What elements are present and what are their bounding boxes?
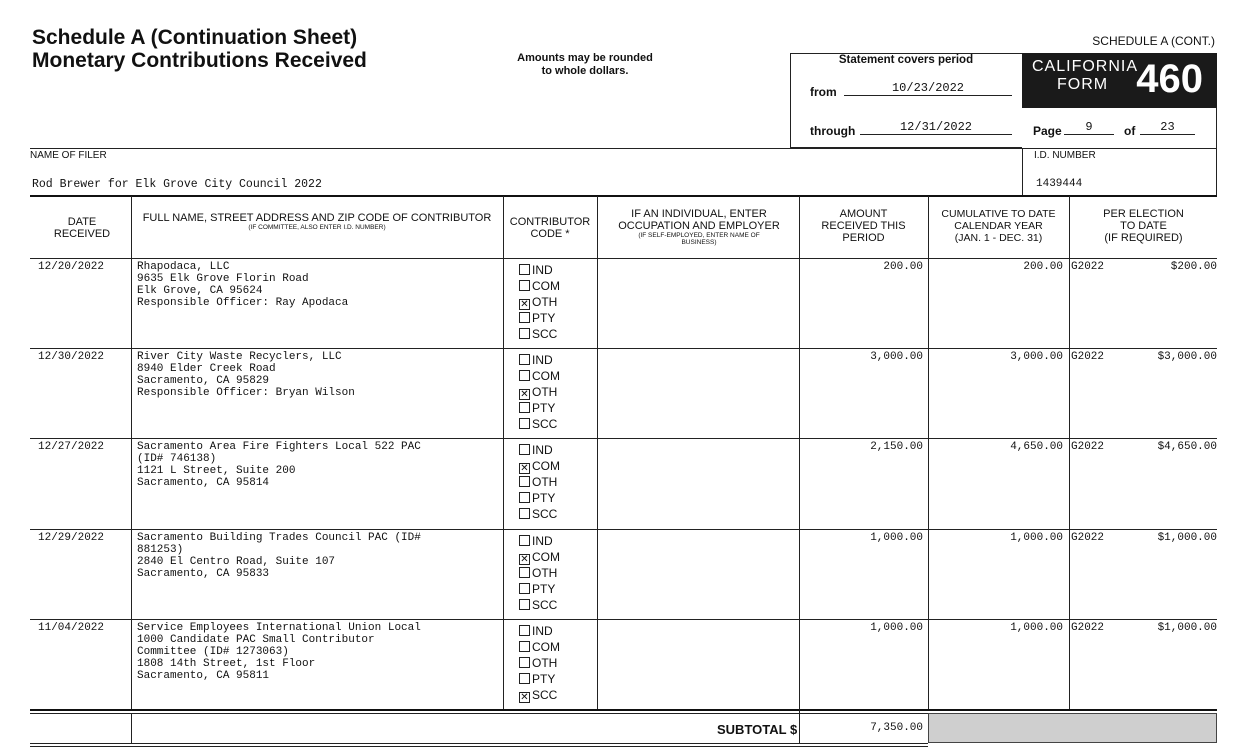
contributor-code-option[interactable] <box>519 310 560 326</box>
checkbox-icon[interactable] <box>519 535 530 546</box>
contributor-code-option[interactable] <box>519 490 560 506</box>
checkbox-icon[interactable] <box>519 264 530 275</box>
contributor-code-option[interactable] <box>519 458 560 474</box>
checkbox-icon[interactable] <box>519 508 530 519</box>
contributor-code-label: COM <box>532 640 560 654</box>
row-contributor-name-address: River City Waste Recyclers, LLC 8940 Elder Creek Road Sacramento, CA 95829 Responsible Officer: Bryan Wilson <box>137 351 355 399</box>
col-date-line1: DATE <box>67 216 97 228</box>
contributor-code-label: IND <box>532 624 553 638</box>
contributor-code-option[interactable] <box>519 368 560 384</box>
contributor-code-label: SCC <box>532 417 558 431</box>
contributor-code-label: SCC <box>532 327 558 341</box>
contributor-code-label: SCC <box>532 688 558 702</box>
row-per-election-to-date: $4,650.00 <box>1157 441 1217 453</box>
col-amount-line1: AMOUNT <box>839 208 888 220</box>
contributor-code-label: COM <box>532 369 560 383</box>
row-contributor-code-group <box>519 623 560 703</box>
row-amount-received: 1,000.00 <box>870 532 923 544</box>
checkbox-icon[interactable] <box>519 312 530 323</box>
row-date-received: 11/04/2022 <box>38 622 105 634</box>
col-occupation-sub: (IF SELF-EMPLOYED, ENTER NAME OF BUSINESS) <box>638 232 760 246</box>
contributor-code-label: SCC <box>532 507 558 521</box>
row-amount-received: 1,000.00 <box>870 622 923 634</box>
contributor-code-option[interactable] <box>519 655 560 671</box>
contributor-code-option[interactable] <box>519 533 560 549</box>
checked-checkbox-icon[interactable]: ✕ <box>520 463 529 474</box>
row-per-election-to-date: $3,000.00 <box>1157 351 1217 363</box>
california-form-460-badge <box>1022 53 1217 108</box>
row-cumulative-to-date: 200.00 <box>1023 261 1063 273</box>
contributor-code-label: COM <box>532 459 560 473</box>
contributor-code-option[interactable] <box>519 416 560 432</box>
contributor-code-option[interactable] <box>519 326 560 342</box>
row-election-code: G2022 <box>1071 441 1105 453</box>
from-label: from <box>810 85 837 99</box>
col-occupation-header <box>604 208 794 246</box>
contributor-code-label: OTH <box>532 656 558 670</box>
subtotal-shaded-area <box>928 713 1217 743</box>
row-contributor-code-group <box>519 262 560 342</box>
row-date-received: 12/20/2022 <box>38 261 105 273</box>
contributor-code-option[interactable] <box>519 262 560 278</box>
schedule-cont-label: SCHEDULE A (CONT.) <box>1092 34 1215 48</box>
checked-checkbox-icon[interactable]: ✕ <box>520 554 529 565</box>
contributor-code-label: PTY <box>532 401 556 415</box>
contributor-code-label: IND <box>532 534 553 548</box>
contributor-code-label: IND <box>532 353 553 367</box>
contributor-code-label: SCC <box>532 598 558 612</box>
row-amount-received: 3,000.00 <box>870 351 923 363</box>
contributor-code-label: OTH <box>532 385 558 399</box>
rounding-note-line2: to whole dollars. <box>541 65 629 77</box>
filer-name-label: NAME OF FILER <box>30 150 107 161</box>
contributor-code-label: OTH <box>532 295 558 309</box>
col-per-election-line2: TO DATE <box>1120 220 1167 232</box>
page-total-field[interactable]: 23 <box>1140 120 1195 135</box>
checkbox-icon[interactable] <box>519 492 530 503</box>
row-election-code: G2022 <box>1071 532 1105 544</box>
checkbox-icon[interactable] <box>519 444 530 455</box>
contributor-code-option[interactable] <box>519 294 560 310</box>
contributor-code-option[interactable] <box>519 549 560 565</box>
checked-checkbox-icon[interactable]: ✕ <box>520 692 529 703</box>
checkbox-icon[interactable] <box>519 402 530 413</box>
contributor-code-option[interactable] <box>519 687 560 703</box>
statement-period-title: Statement covers period <box>838 54 974 66</box>
col-cumulative-line3: (JAN. 1 - DEC. 31) <box>954 232 1043 244</box>
page-label: Page <box>1033 124 1062 138</box>
col-per-election-line3: (IF REQUIRED) <box>1104 232 1183 244</box>
row-contributor-code-group <box>519 442 560 522</box>
contributor-code-option[interactable] <box>519 384 560 400</box>
rounding-note <box>490 52 680 78</box>
col-date-line2: RECEIVED <box>53 228 111 240</box>
col-code-line2: CODE * <box>530 228 570 240</box>
checked-checkbox-icon[interactable]: ✕ <box>520 389 529 400</box>
col-cumulative-line2: CALENDAR YEAR <box>954 220 1043 232</box>
col-per-election-line1: PER ELECTION <box>1103 208 1184 220</box>
contributor-code-option[interactable] <box>519 565 560 581</box>
contributor-code-option[interactable] <box>519 506 560 522</box>
contributor-code-option[interactable] <box>519 400 560 416</box>
contributor-code-option[interactable] <box>519 352 560 368</box>
of-label: of <box>1124 124 1136 138</box>
row-per-election-to-date: $1,000.00 <box>1157 622 1217 634</box>
row-cumulative-to-date: 3,000.00 <box>1010 351 1063 363</box>
col-amount-header <box>801 208 926 244</box>
col-name-sub: (IF COMMITTEE, ALSO ENTER I.D. NUMBER) <box>248 224 386 231</box>
form-number: 460 <box>1136 57 1203 101</box>
through-label: through <box>810 124 856 138</box>
row-contributor-code-group <box>519 352 560 432</box>
row-election-code: G2022 <box>1071 622 1105 634</box>
row-cumulative-to-date: 1,000.00 <box>1010 532 1063 544</box>
checkbox-icon[interactable] <box>519 657 530 668</box>
col-cumulative-line1: CUMULATIVE TO DATE <box>941 208 1056 220</box>
form-title: Schedule A (Continuation Sheet) <box>32 26 358 49</box>
row-date-received: 12/30/2022 <box>38 351 105 363</box>
subtotal-value: 7,350.00 <box>870 722 923 734</box>
checked-checkbox-icon[interactable]: ✕ <box>520 299 529 310</box>
row-contributor-name-address: Sacramento Building Trades Council PAC (ID# 881253) 2840 El Centro Road, Suite 107 Sacramento, CA 95833 <box>137 532 421 580</box>
row-election-code: G2022 <box>1071 261 1105 273</box>
contributor-code-label: PTY <box>532 311 556 325</box>
page-number-field[interactable]: 9 <box>1064 120 1114 135</box>
row-cumulative-to-date: 1,000.00 <box>1010 622 1063 634</box>
contributor-code-option[interactable] <box>519 278 560 294</box>
contributor-code-label: IND <box>532 263 553 277</box>
contributor-code-option[interactable] <box>519 623 560 639</box>
checkbox-icon[interactable] <box>519 625 530 636</box>
contributor-code-label: COM <box>532 550 560 564</box>
row-election-code: G2022 <box>1071 351 1105 363</box>
col-name-line1: FULL NAME, STREET ADDRESS AND ZIP CODE OF CONTRIBUTOR <box>142 212 492 224</box>
col-amount-line3: PERIOD <box>842 232 885 244</box>
contributor-code-label: OTH <box>532 475 558 489</box>
col-amount-line2: RECEIVED THIS <box>821 220 906 232</box>
form-badge-line2: FORM <box>1057 76 1109 93</box>
contributor-code-option[interactable] <box>519 474 560 490</box>
form-badge-line1: CALIFORNIA <box>1032 58 1139 75</box>
row-cumulative-to-date: 4,650.00 <box>1010 441 1063 453</box>
row-date-received: 12/29/2022 <box>38 532 105 544</box>
checkbox-icon[interactable] <box>519 567 530 578</box>
row-contributor-code-group <box>519 533 560 613</box>
col-occupation-line1: IF AN INDIVIDUAL, ENTER <box>631 208 767 220</box>
contributor-code-option[interactable] <box>519 597 560 613</box>
col-date-header <box>40 216 124 240</box>
checkbox-icon[interactable] <box>519 599 530 610</box>
contributor-code-option[interactable] <box>519 442 560 458</box>
id-number-value: 1439444 <box>1036 178 1083 190</box>
from-date-field[interactable]: 10/23/2022 <box>844 81 1012 96</box>
row-amount-received: 200.00 <box>883 261 923 273</box>
checkbox-icon[interactable] <box>519 641 530 652</box>
row-contributor-name-address: Rhapodaca, LLC 9635 Elk Grove Florin Road Elk Grove, CA 95624 Responsible Officer: Ray Apodaca <box>137 261 349 309</box>
checkbox-icon[interactable] <box>519 280 530 291</box>
contributor-code-label: COM <box>532 279 560 293</box>
checkbox-icon[interactable] <box>519 673 530 684</box>
row-date-received: 12/27/2022 <box>38 441 105 453</box>
rounding-note-line1: Amounts may be rounded <box>517 52 653 64</box>
row-per-election-to-date: $1,000.00 <box>1157 532 1217 544</box>
col-occupation-line2: OCCUPATION AND EMPLOYER <box>618 220 780 232</box>
subtotal-label: SUBTOTAL $ <box>717 722 798 737</box>
contributor-code-label: PTY <box>532 582 556 596</box>
checkbox-icon[interactable] <box>519 583 530 594</box>
checkbox-icon[interactable] <box>519 370 530 381</box>
contributor-code-label: PTY <box>532 491 556 505</box>
row-per-election-to-date: $200.00 <box>1170 261 1217 273</box>
contributor-code-label: IND <box>532 443 553 457</box>
checkbox-icon[interactable] <box>519 418 530 429</box>
col-code-line1: CONTRIBUTOR <box>509 216 591 228</box>
contributor-code-option[interactable] <box>519 639 560 655</box>
contributor-code-label: PTY <box>532 672 556 686</box>
row-contributor-name-address: Service Employees International Union Local 1000 Candidate PAC Small Contributor Committee (ID# 1273063) 1808 14th Street, 1st Floor Sacramento, CA 95811 <box>137 622 421 682</box>
contributor-code-label: OTH <box>532 566 558 580</box>
form-subtitle: Monetary Contributions Received <box>32 49 367 72</box>
col-cumulative-header <box>930 208 1067 244</box>
checkbox-icon[interactable] <box>519 328 530 339</box>
col-per-election-header <box>1071 208 1216 244</box>
row-amount-received: 2,150.00 <box>870 441 923 453</box>
checkbox-icon[interactable] <box>519 354 530 365</box>
col-name-header <box>133 212 501 231</box>
contributor-code-option[interactable] <box>519 581 560 597</box>
through-date-field[interactable]: 12/31/2022 <box>860 120 1012 135</box>
filer-name-value: Rod Brewer for Elk Grove City Council 2022 <box>32 178 322 191</box>
id-number-label: I.D. NUMBER <box>1034 150 1096 161</box>
checkbox-icon[interactable] <box>519 476 530 487</box>
col-code-header <box>505 216 595 240</box>
contributor-code-option[interactable] <box>519 671 560 687</box>
row-contributor-name-address: Sacramento Area Fire Fighters Local 522 PAC (ID# 746138) 1121 L Street, Suite 200 Sacramento, CA 95814 <box>137 441 421 489</box>
